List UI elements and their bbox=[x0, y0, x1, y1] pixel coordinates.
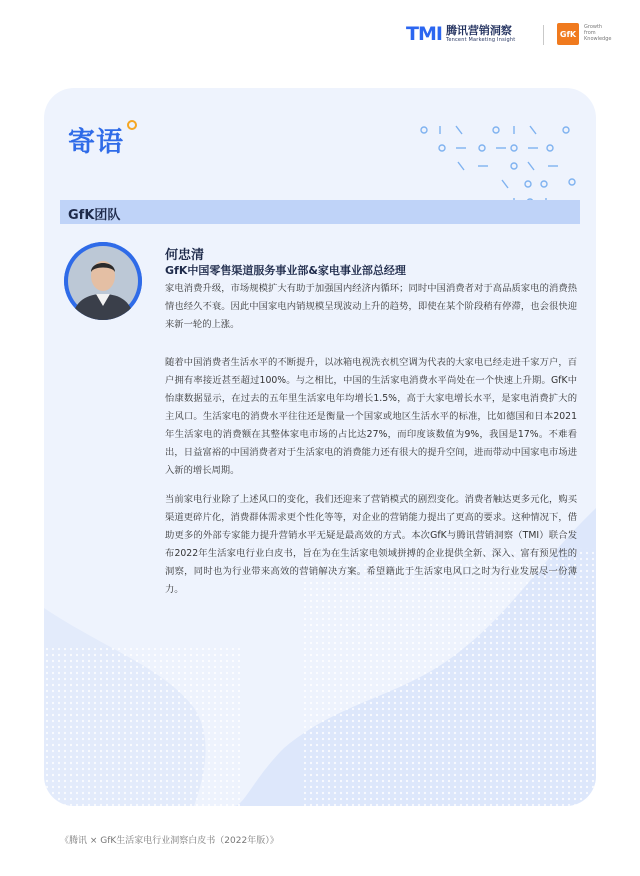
gfk-tagline-line: from bbox=[584, 30, 596, 36]
gfk-tagline-line: Growth bbox=[584, 24, 603, 30]
page-header bbox=[0, 0, 640, 60]
section-title: GfK团队 bbox=[68, 208, 121, 223]
person-role: GfK中国零售渠道服务事业部&家电事业部总经理 bbox=[165, 264, 406, 277]
logo-divider bbox=[543, 25, 544, 45]
gfk-tagline-line: Knowledge bbox=[584, 36, 612, 42]
tmi-logo-text bbox=[446, 25, 515, 44]
person-name: 何忠清 bbox=[165, 248, 205, 263]
portrait-photo bbox=[64, 242, 142, 320]
tmi-name-cn: 腾讯营销洞察 bbox=[445, 23, 512, 37]
gfk-tagline bbox=[584, 24, 612, 42]
body-paragraph: 当前家电行业除了上述风口的变化，我们还迎来了营销模式的剧烈变化。消费者触达更多元化，购买渠道更碎片化，消费群体需求更个性化等等，对企业的营销能力提出了更高的要求。这种情况下，借助更多的外部专家能力提升营销水平无疑是最高效的方式。本次GfK与腾讯营销洞察（TMI）联合发布2022年生活家电行业白皮书，旨在为在生活家电领域拼搏的企业提供全新、深入、富有预见性的洞察，同时也为行业带来高效的营销解决方案。希望籍此于生活家电风口之时为行业发展尽一份薄力。 bbox=[165, 494, 577, 595]
page-title: 寄语 bbox=[68, 127, 124, 158]
section-header-bar bbox=[60, 200, 580, 224]
body-paragraph: 家电消费升级，市场规模扩大有助于加强国内经济内循环；同时中国消费者对于高品质家电的消费热情也经久不衰。因此中国家电内销规模呈现波动上升的趋势，即使在某个阶段稍有停滞，也会很快迎来新一轮的上涨。 bbox=[165, 283, 577, 330]
tmi-logo-mark: TMI bbox=[406, 23, 442, 45]
title-circle-icon bbox=[127, 120, 137, 130]
page-footer: 《腾讯 × GfK生活家电行业洞察白皮书（2022年版）》 bbox=[60, 836, 279, 846]
body-paragraph: 随着中国消费者生活水平的不断提升，以冰箱电视洗衣机空调为代表的大家电已经走进千家万户，百户拥有率接近甚至超过100%。与之相比，中国的生活家电消费水平尚处在一个快速上升期。GfK中怡康数据显示，在过去的五年里生活家电年均增长1.5%，高于大家电增长水平，是家电消费扩大的主风口。生活家电的消费水平往往还是衡量一个国家或地区生活水平的标准，比如德国和日本2021年生活家电的消费额在其整体家电市场的占比达27%，而印度该数值为9%，我国是17%。不难看出，日益富裕的中国消费者对于生活家电的消费能力还有很大的提升空间，进而带动中国家电市场进入新的增长周期。 bbox=[165, 357, 577, 476]
tmi-name-en: Tencent Marketing Insight bbox=[445, 36, 516, 43]
portrait-illustration bbox=[64, 242, 142, 320]
tmi-logo bbox=[406, 24, 515, 44]
gfk-logo: GfK bbox=[557, 23, 579, 45]
